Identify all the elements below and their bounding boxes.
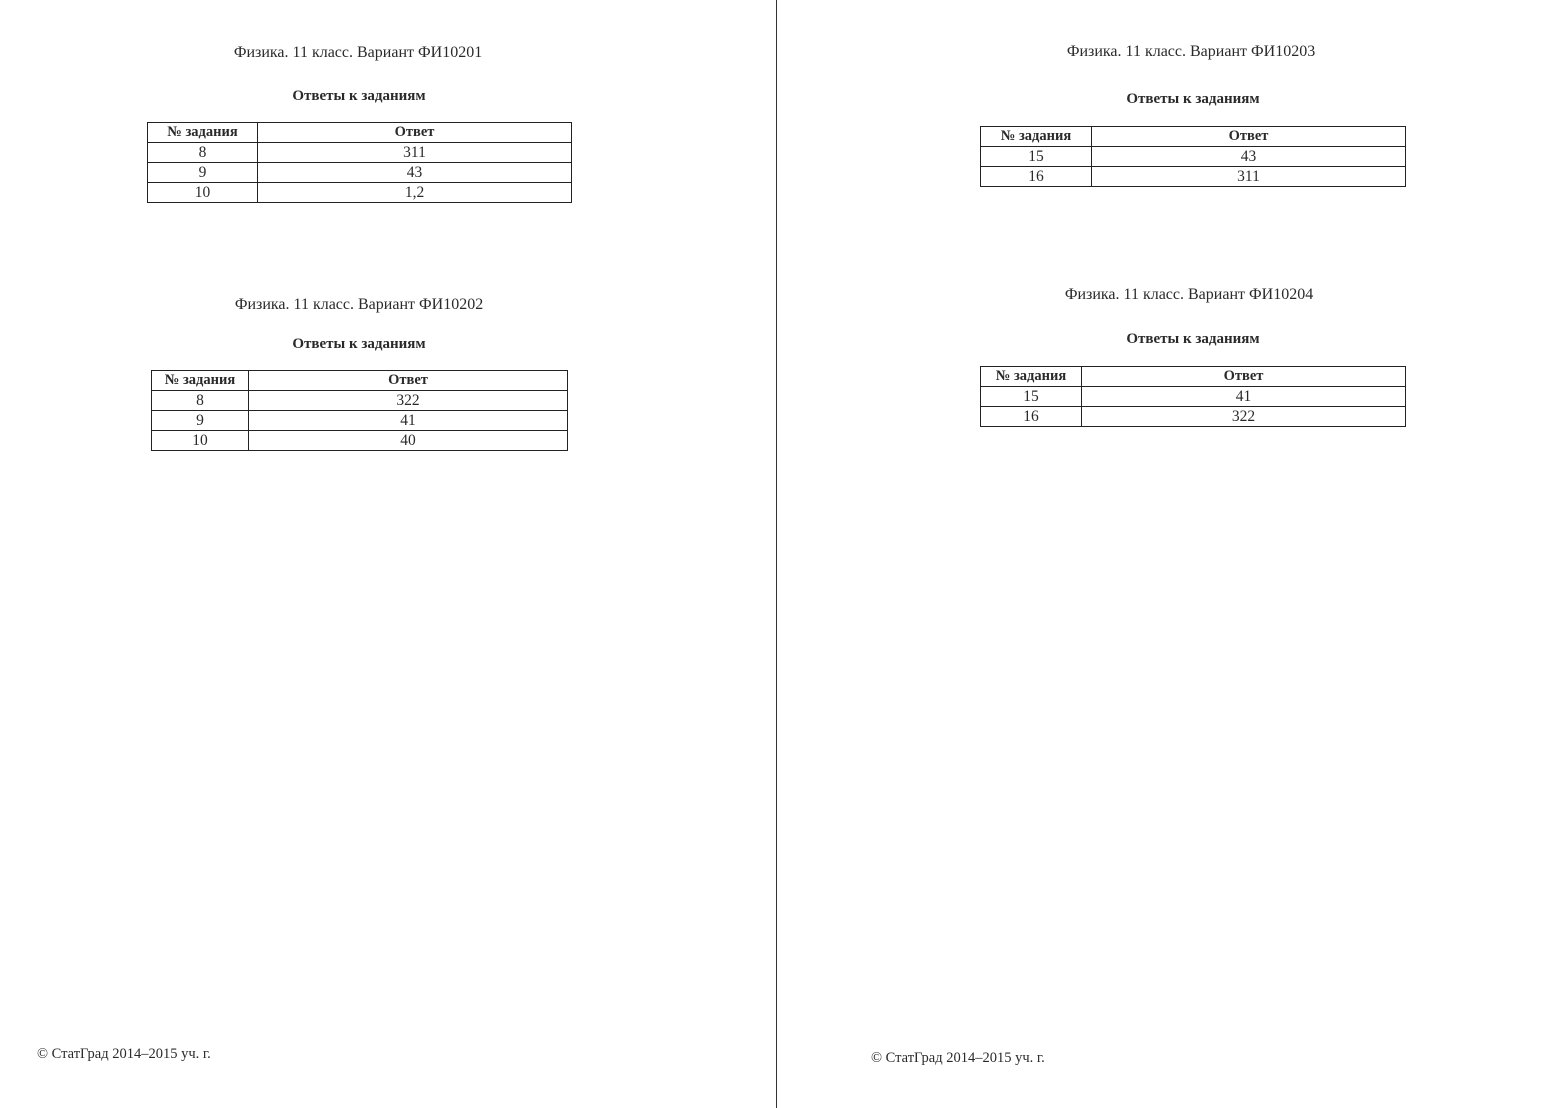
header-answer: Ответ <box>1082 367 1406 387</box>
task-number-cell: 16 <box>981 167 1092 187</box>
table-row <box>152 391 568 411</box>
table-row <box>148 143 572 163</box>
header-answer: Ответ <box>258 123 572 143</box>
variant-title: Физика. 11 класс. Вариант ФИ10201 <box>233 44 483 61</box>
table-row <box>148 163 572 183</box>
answers-table <box>151 370 568 451</box>
variant-title: Физика. 11 класс. Вариант ФИ10203 <box>1066 43 1316 60</box>
header-answer: Ответ <box>249 371 568 391</box>
answer-cell: 322 <box>1082 407 1406 427</box>
copyright-footer: © СтатГрад 2014–2015 уч. г. <box>37 1046 211 1062</box>
answer-cell: 1,2 <box>258 183 572 203</box>
task-number-cell: 8 <box>152 391 249 411</box>
table-row <box>981 387 1406 407</box>
answer-cell: 311 <box>258 143 572 163</box>
variant-title: Физика. 11 класс. Вариант ФИ10202 <box>234 296 484 313</box>
header-task-number: № задания <box>152 371 249 391</box>
answer-cell: 41 <box>1082 387 1406 407</box>
table-row <box>981 147 1406 167</box>
table-row <box>152 431 568 451</box>
table-row <box>152 411 568 431</box>
table-header-row <box>148 123 572 143</box>
table-header-row <box>981 127 1406 147</box>
table-header-row <box>981 367 1406 387</box>
answers-heading: Ответы к заданиям <box>1126 91 1260 107</box>
task-number-cell: 16 <box>981 407 1082 427</box>
answer-cell: 41 <box>249 411 568 431</box>
header-answer: Ответ <box>1092 127 1406 147</box>
answer-cell: 43 <box>258 163 572 183</box>
answers-table <box>980 126 1406 187</box>
task-number-cell: 15 <box>981 147 1092 167</box>
task-number-cell: 10 <box>152 431 249 451</box>
answer-cell: 40 <box>249 431 568 451</box>
answers-table <box>147 122 572 203</box>
answer-cell: 43 <box>1092 147 1406 167</box>
header-task-number: № задания <box>148 123 258 143</box>
task-number-cell: 9 <box>152 411 249 431</box>
header-task-number: № задания <box>981 367 1082 387</box>
table-header-row <box>152 371 568 391</box>
answers-heading: Ответы к заданиям <box>292 88 426 104</box>
answers-heading: Ответы к заданиям <box>292 336 426 352</box>
task-number-cell: 15 <box>981 387 1082 407</box>
answer-cell: 311 <box>1092 167 1406 187</box>
table-row <box>148 183 572 203</box>
answers-table <box>980 366 1406 427</box>
task-number-cell: 9 <box>148 163 258 183</box>
page-divider <box>776 0 777 1108</box>
task-number-cell: 10 <box>148 183 258 203</box>
answer-cell: 322 <box>249 391 568 411</box>
answers-heading: Ответы к заданиям <box>1126 331 1260 347</box>
table-row <box>981 407 1406 427</box>
task-number-cell: 8 <box>148 143 258 163</box>
copyright-footer: © СтатГрад 2014–2015 уч. г. <box>871 1050 1045 1066</box>
header-task-number: № задания <box>981 127 1092 147</box>
table-row <box>981 167 1406 187</box>
variant-title: Физика. 11 класс. Вариант ФИ10204 <box>1064 286 1314 303</box>
